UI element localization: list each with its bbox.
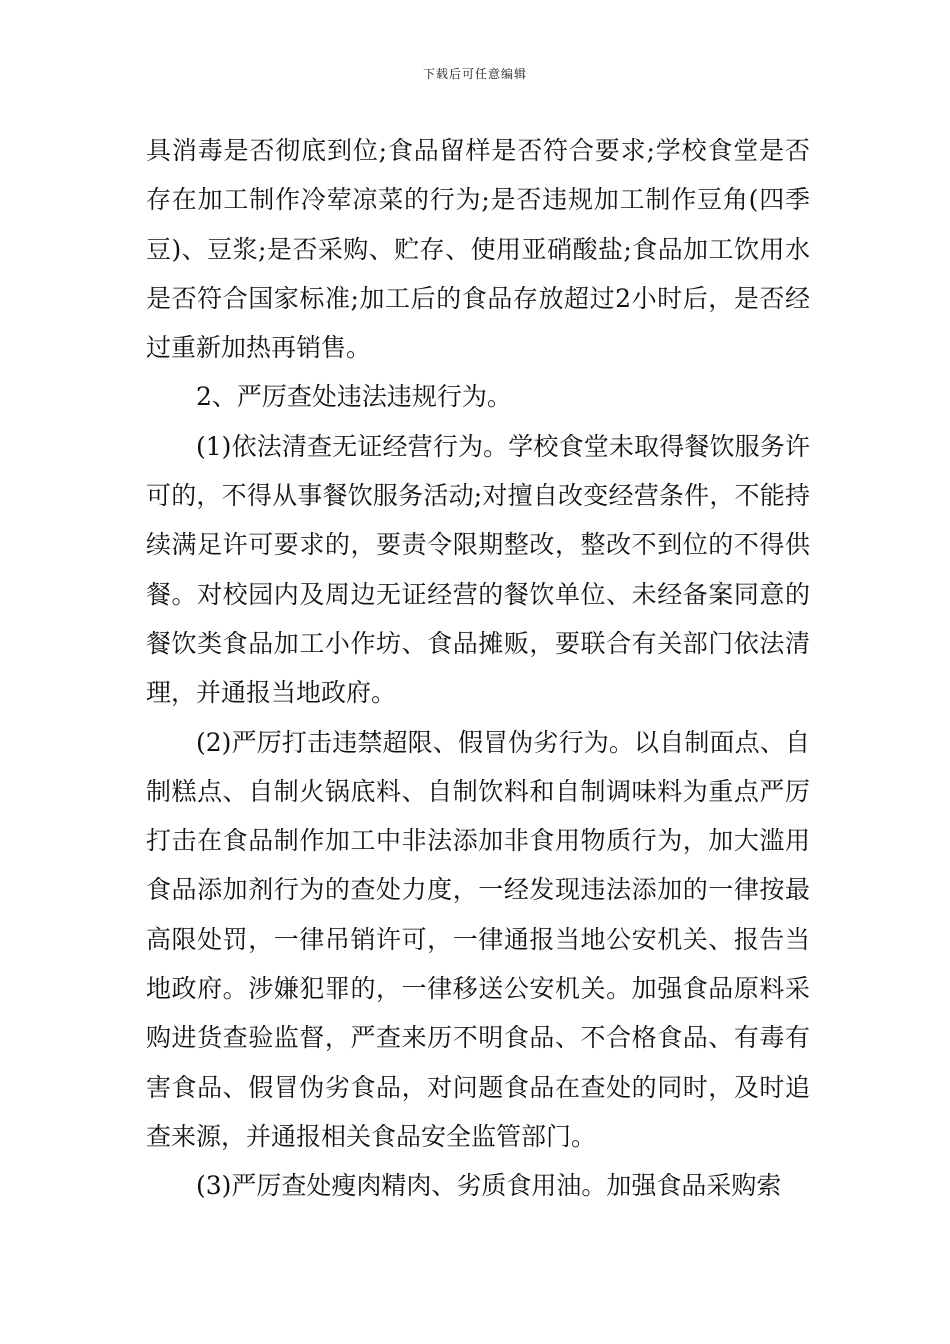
paragraph-item-3: (3)严厉查处瘦肉精肉、劣质食用油。加强食品采购索	[196, 1171, 782, 1201]
page-header: 下载后可任意编辑	[422, 67, 527, 81]
document-body	[146, 126, 810, 1211]
paragraph-continuation: 具消毒是否彻底到位;食品留样是否符合要求;学校食堂是否存在加工制作冷荤凉菜的行为;是否违规加工制作豆角(四季豆)、豆浆;是否采购、贮存、使用亚硝酸盐;食品加工饮用水是否符合国家标准;加工后的食品存放超过2小时后，是否经过重新加热再销售。	[146, 136, 810, 363]
paragraph-item-1: (1)依法清查无证经营行为。学校食堂未取得餐饮服务许可的，不得从事餐饮服务活动;对擅自改变经营条件，不能持续满足许可要求的，要责令限期整改，整改不到位的不得供餐。对校园内及周边无证经营的餐饮单位、未经备案同意的餐饮类食品加工小作坊、食品摊贩，要联合有关部门依法清理，并通报当地政府。	[146, 431, 810, 708]
paragraph-item-2: (2)严厉打击违禁超限、假冒伪劣行为。以自制面点、自制糕点、自制火锅底料、自制饮料和自制调味料为重点严厉打击在食品制作加工中非法添加非食用物质行为，加大滥用食品添加剂行为的查处力度，一经发现违法添加的一律按最高限处罚，一律吊销许可，一律通报当地公安机关、报告当地政府。涉嫌犯罪的，一律移送公安机关。加强食品原料采购进货查验监督，严查来历不明食品、不合格食品、有毒有害食品、假冒伪劣食品，对问题食品在查处的同时，及时追查来源，并通报相关食品安全监管部门。	[146, 727, 810, 1151]
paragraph-section-heading: 2、严厉查处违法违规行为。	[196, 382, 512, 412]
